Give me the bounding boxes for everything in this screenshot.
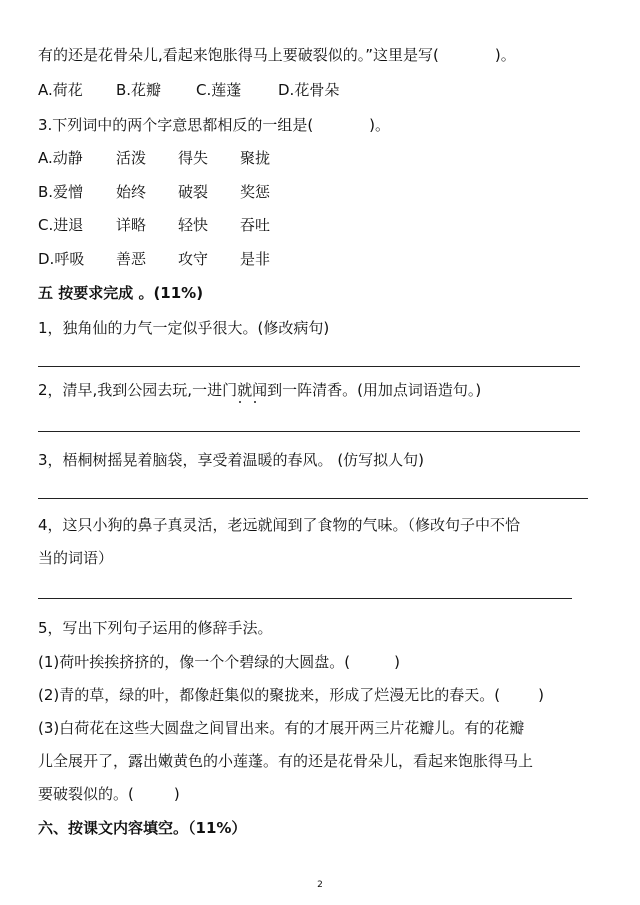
answer-line-4[interactable] [38,598,572,599]
q2-tail-text: 有的还是花骨朵儿,看起来饱胀得马上要破裂似的。”这里是写( [38,46,439,64]
s5-item-1: 1，独角仙的力气一定似乎很大。(修改病句) [38,319,330,337]
s5-item-5-3-line2: 儿全展开了，露出嫩黄色的小莲蓬。有的还是花骨朵儿，看起来饱胀得马上 [38,752,534,770]
section-6-title: 六、按课文内容填空。（11%） [38,819,247,837]
section-5-title: 五 按要求完成 。(11%) [38,284,204,302]
s5-item-4-line2: 当的词语） [38,549,114,567]
s5-item-5-1: (1)荷叶挨挨挤挤的，像一个个碧绿的大圆盘。( ) [38,653,400,671]
q3-row-b: B.爱憎 始终 破裂 奖惩 [38,183,271,201]
q3-row-a: A.动静 活泼 得失 聚拢 [38,149,271,167]
q3-row-c: C.进退 详略 轻快 吞吐 [38,216,271,234]
s5-item-5: 5，写出下列句子运用的修辞手法。 [38,619,273,637]
s5-item-2: 2，清早,我到公园去玩,一进门就闻到一阵清香。(用加点词语造句。) [38,381,482,399]
q3-row-d: D.呼吸 善恶 攻守 是非 [38,250,271,268]
q2-option-b: B.花瓣 [116,81,162,99]
q2-option-a: A.荷花 [38,81,83,99]
emphasis-dot [254,401,256,403]
s5-item-5-2: (2)青的草，绿的叶，都像赶集似的聚拢来，形成了烂漫无比的春天。( ) [38,686,544,704]
q3-question: 3.下列词中的两个字意思都相反的一组是( )。 [38,116,391,134]
q2-tail: 有的还是花骨朵儿,看起来饱胀得马上要破裂似的。”这里是写( )。 [38,46,516,64]
answer-line-3[interactable] [38,498,588,499]
s5-item-4-line1: 4，这只小狗的鼻子真灵活，老远就闻到了食物的气味。（修改句子中不恰 [38,516,521,534]
emphasis-dot [239,401,241,403]
s5-item-5-3-line1: (3)白荷花在这些大圆盘之间冒出来。有的才展开两三片花瓣儿。有的花瓣 [38,719,525,737]
answer-line-1[interactable] [38,366,580,367]
s5-item-3: 3，梧桐树摇晃着脑袋，享受着温暖的春风。 (仿写拟人句) [38,451,425,469]
q2-options [38,80,339,100]
q2-option-d: D.花骨朵 [278,81,340,99]
answer-line-2[interactable] [38,431,580,432]
page-number: 2 [317,880,323,890]
s5-item-5-3-line3: 要破裂似的。( ) [38,785,180,803]
q2-option-c: C.莲蓬 [196,81,242,99]
